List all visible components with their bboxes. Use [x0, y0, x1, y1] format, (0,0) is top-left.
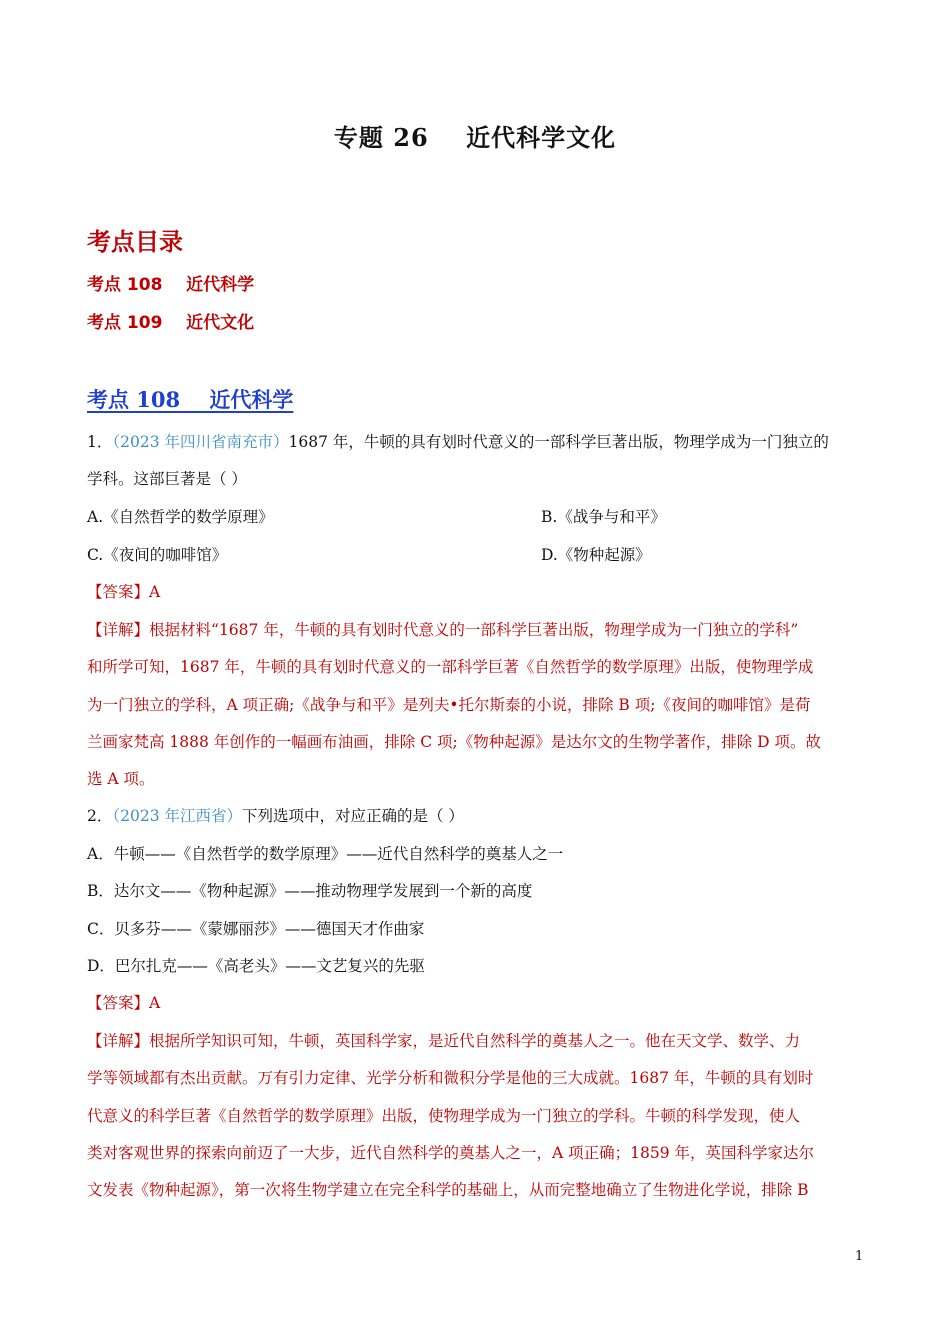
q2-stem-line	[87, 806, 877, 826]
section-heading: 考点 108 近代科学	[87, 387, 294, 412]
toc-item-108[interactable]: 考点 108 近代科学	[87, 275, 255, 295]
q2-source: （2023 年江西省）	[112, 807, 242, 825]
page-number: 1	[855, 1249, 864, 1264]
q1-stem-line2: 学科。这部巨著是（ ）	[87, 470, 247, 488]
document-title: 专题 26 近代科学文化	[333, 123, 617, 152]
q2-detail-label: 【详解】	[87, 1032, 150, 1050]
q2-option-b: B．达尔文——《物种起源》——推动物理学发展到一个新的高度	[87, 882, 533, 900]
q2-answer: 【答案】A	[87, 994, 161, 1012]
q1-detail-line: 为一门独立的学科，A 项正确;《战争与和平》是列夫•托尔斯泰的小说，排除 B 项;《夜间的咖啡馆》是荷	[87, 696, 811, 714]
q1-number: 1．	[87, 433, 113, 451]
q1-option-c: C.《夜间的咖啡馆》	[87, 546, 228, 564]
q1-option-d: D.《物种起源》	[541, 546, 651, 564]
q2-number: 2．	[87, 807, 113, 825]
q1-answer: 【答案】A	[87, 583, 161, 601]
q1-source: （2023 年四川省南充市）	[112, 433, 289, 451]
toc-heading: 考点目录	[87, 228, 183, 256]
q2-option-c: C．贝多芬——《蒙娜丽莎》——德国天才作曲家	[87, 920, 425, 938]
q1-option-b: B.《战争与和平》	[541, 508, 666, 526]
q1-options-row2	[87, 545, 877, 565]
q1-detail-line: 选 A 项。	[87, 770, 155, 788]
q1-option-a: A.《自然哲学的数学原理》	[87, 508, 274, 526]
q2-option-d: D．巴尔扎克——《高老头》——文艺复兴的先驱	[87, 957, 425, 975]
q2-detail-line: 类对客观世界的探索向前迈了一大步，近代自然科学的奠基人之一，A 项正确；1859 年，英国科学家达尔	[87, 1144, 814, 1162]
q1-options-row1	[87, 507, 877, 527]
q1-detail-line: 和所学可知，1687 年，牛顿的具有划时代意义的一部科学巨著《自然哲学的数学原理》出版，使物理学成	[87, 658, 814, 676]
q2-detail-line	[87, 1031, 877, 1051]
q2-detail-line: 学等领域都有杰出贡献。万有引力定律、光学分析和微积分学是他的三大成就。1687 年，牛顿的具有划时	[87, 1069, 814, 1087]
q1-detail-label: 【详解】	[87, 621, 150, 639]
q1-detail-text: 根据材料“1687 年，牛顿的具有划时代意义的一部科学巨著出版，物理学成为一门独立的学科”	[149, 621, 799, 639]
toc-item-109[interactable]: 考点 109 近代文化	[87, 313, 255, 333]
q2-detail-line: 文发表《物种起源》，第一次将生物学建立在完全科学的基础上，从而完整地确立了生物进化学说，排除 B	[87, 1181, 809, 1199]
q2-detail-text: 根据所学知识可知，牛顿，英国科学家，是近代自然科学的奠基人之一。他在天文学、数学、力	[149, 1032, 801, 1050]
q1-stem-line	[87, 432, 877, 452]
q2-stem-text: 下列选项中，对应正确的是（ ）	[242, 807, 464, 825]
q1-stem-text: 1687 年，牛顿的具有划时代意义的一部科学巨著出版，物理学成为一门独立的	[288, 433, 829, 451]
q2-option-a: A．牛顿——《自然哲学的数学原理》——近代自然科学的奠基人之一	[87, 845, 564, 863]
q1-detail-line: 兰画家梵高 1888 年创作的一幅画布油画，排除 C 项;《物种起源》是达尔文的生物学著作，排除 D 项。故	[87, 733, 822, 751]
q1-detail-line	[87, 620, 877, 640]
q2-detail-line: 代意义的科学巨著《自然哲学的数学原理》出版，使物理学成为一门独立的学科。牛顿的科学发现，使人	[87, 1107, 801, 1125]
